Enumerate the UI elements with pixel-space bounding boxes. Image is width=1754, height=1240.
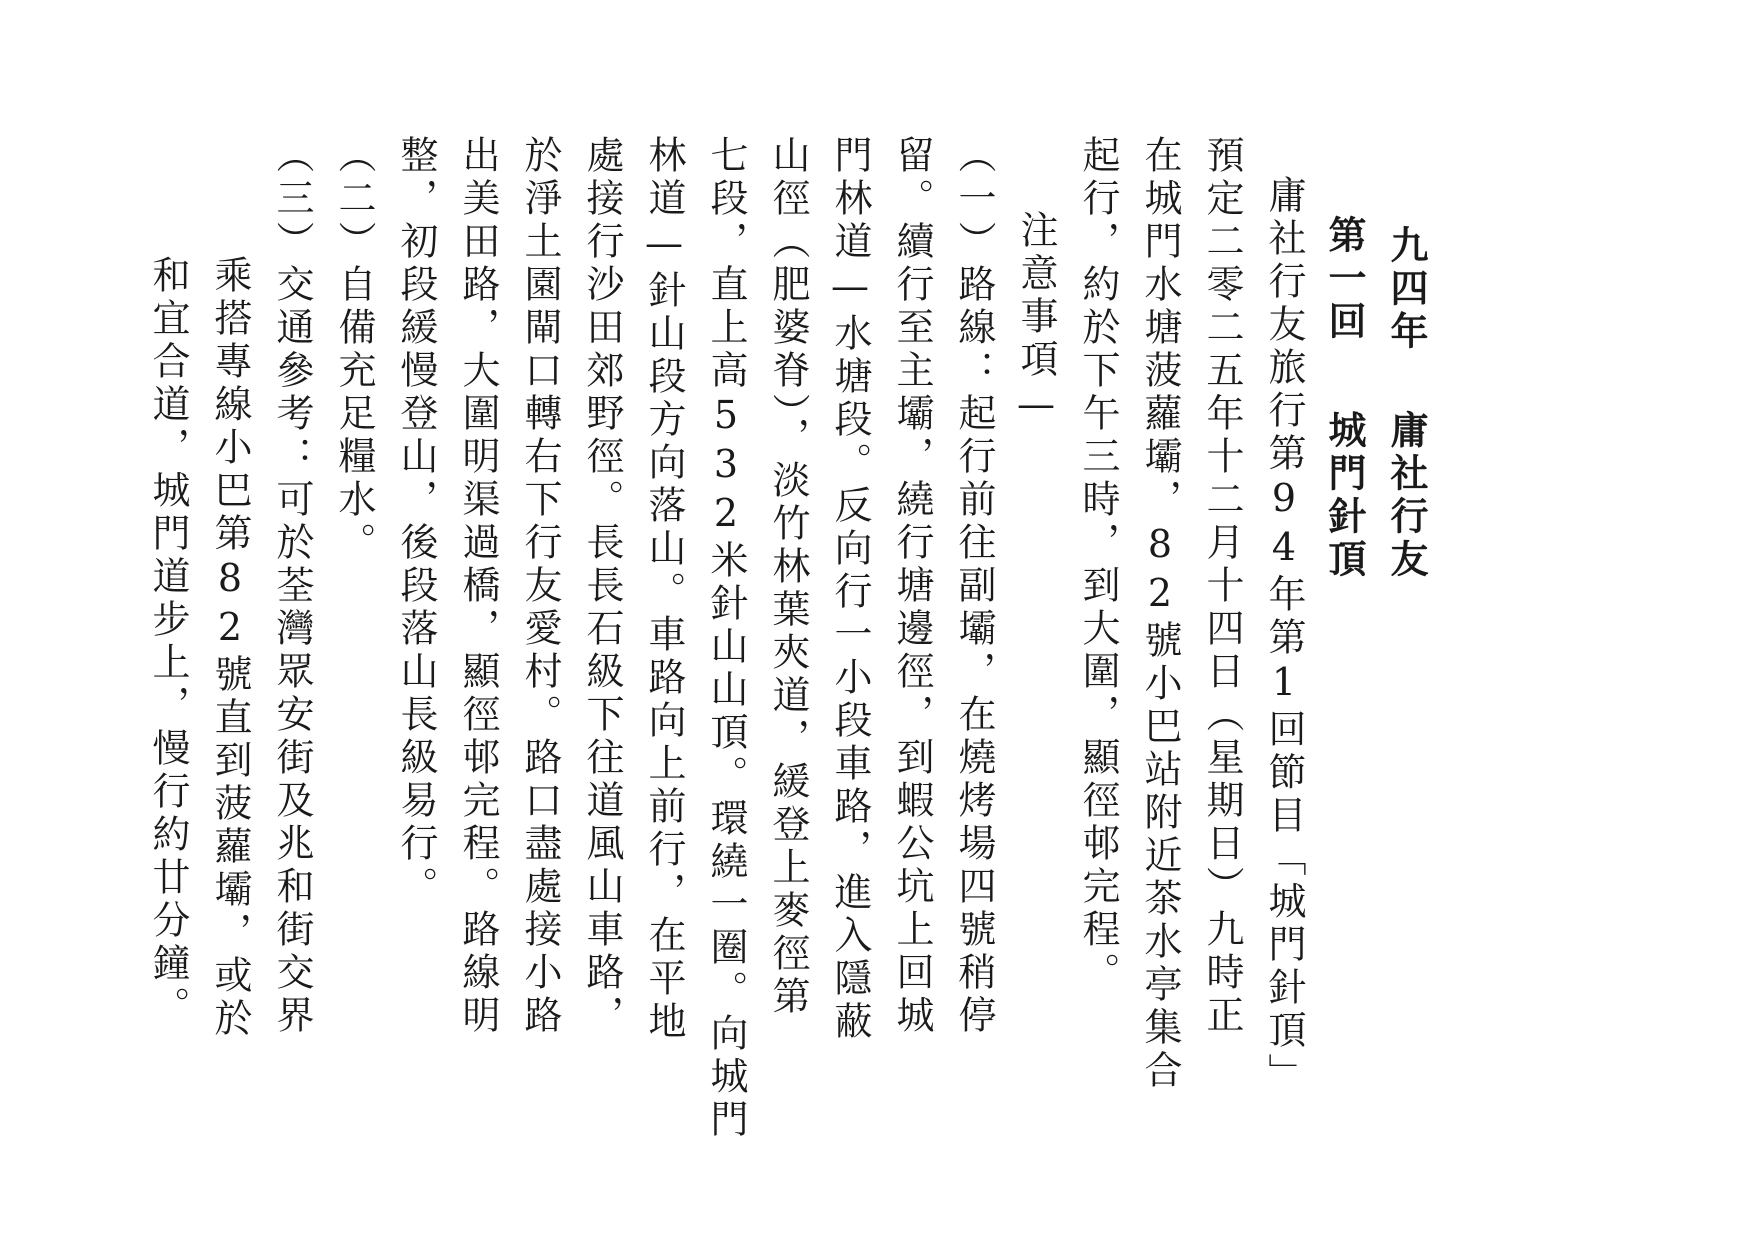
route-line: 門林道—水塘段。反向行一小段車路，進入隱蔽 (828, 135, 872, 1044)
body-line: 在城門水塘菠蘿壩，82號小巴站附近茶水亭集合 (1138, 135, 1182, 1093)
route-line: 山徑（肥婆脊），淡竹林葉夾道，緩登上麥徑第 (766, 135, 810, 1019)
route-line: 七段，直上高532米針山山頂。環繞一圈。向城門 (704, 135, 748, 1142)
route-line: 留。續行至主壩，繞行塘邊徑，到蝦公坑上回城 (890, 135, 934, 1038)
body-line: 起行，約於下午三時，到大圍，顯徑邨完程。 (1076, 135, 1120, 995)
transport-line: 和宜合道，城門道步上，慢行約廿分鐘。 (146, 255, 190, 1029)
header-org: 庸社行友 (1384, 410, 1429, 582)
body-line: 庸社行友旅行第94年第1回節目「城門針頂」 (1262, 175, 1306, 1096)
transport-item: （三）交通參考：可於荃灣眾安街及兆和街交界 (270, 135, 314, 1038)
route-line: 林道—針山段方向落山。車路向上前行，在平地 (642, 135, 686, 1044)
body-line: 預定二零二五年十二月十四日（星期日）九時正 (1200, 135, 1244, 1038)
supplies-item: （二）自備充足糧水。 (332, 135, 376, 565)
transport-line: 乘搭專線小巴第82號直到菠蘿壩，或於 (208, 255, 252, 1041)
route-item-1: （一）路線：起行前往副壩，在燒烤場四號稍停 (952, 135, 996, 1038)
header-round: 第一回 (1322, 215, 1367, 344)
route-line: 處接行沙田郊野徑。長長石級下往道風山車路， (580, 135, 624, 1038)
header-title: 城門針頂 (1322, 410, 1367, 582)
route-line: 出美田路，大圍明渠過橋，顯徑邨完程。路線明 (456, 135, 500, 1038)
notes-heading: 注意事項— (1014, 210, 1058, 431)
route-line: 於淨土園閘口轉右下行友愛村。路口盡處接小路 (518, 135, 562, 1038)
header-year: 九四年 (1384, 225, 1429, 354)
route-line: 整，初段緩慢登山，後段落山長級易行。 (394, 135, 438, 909)
